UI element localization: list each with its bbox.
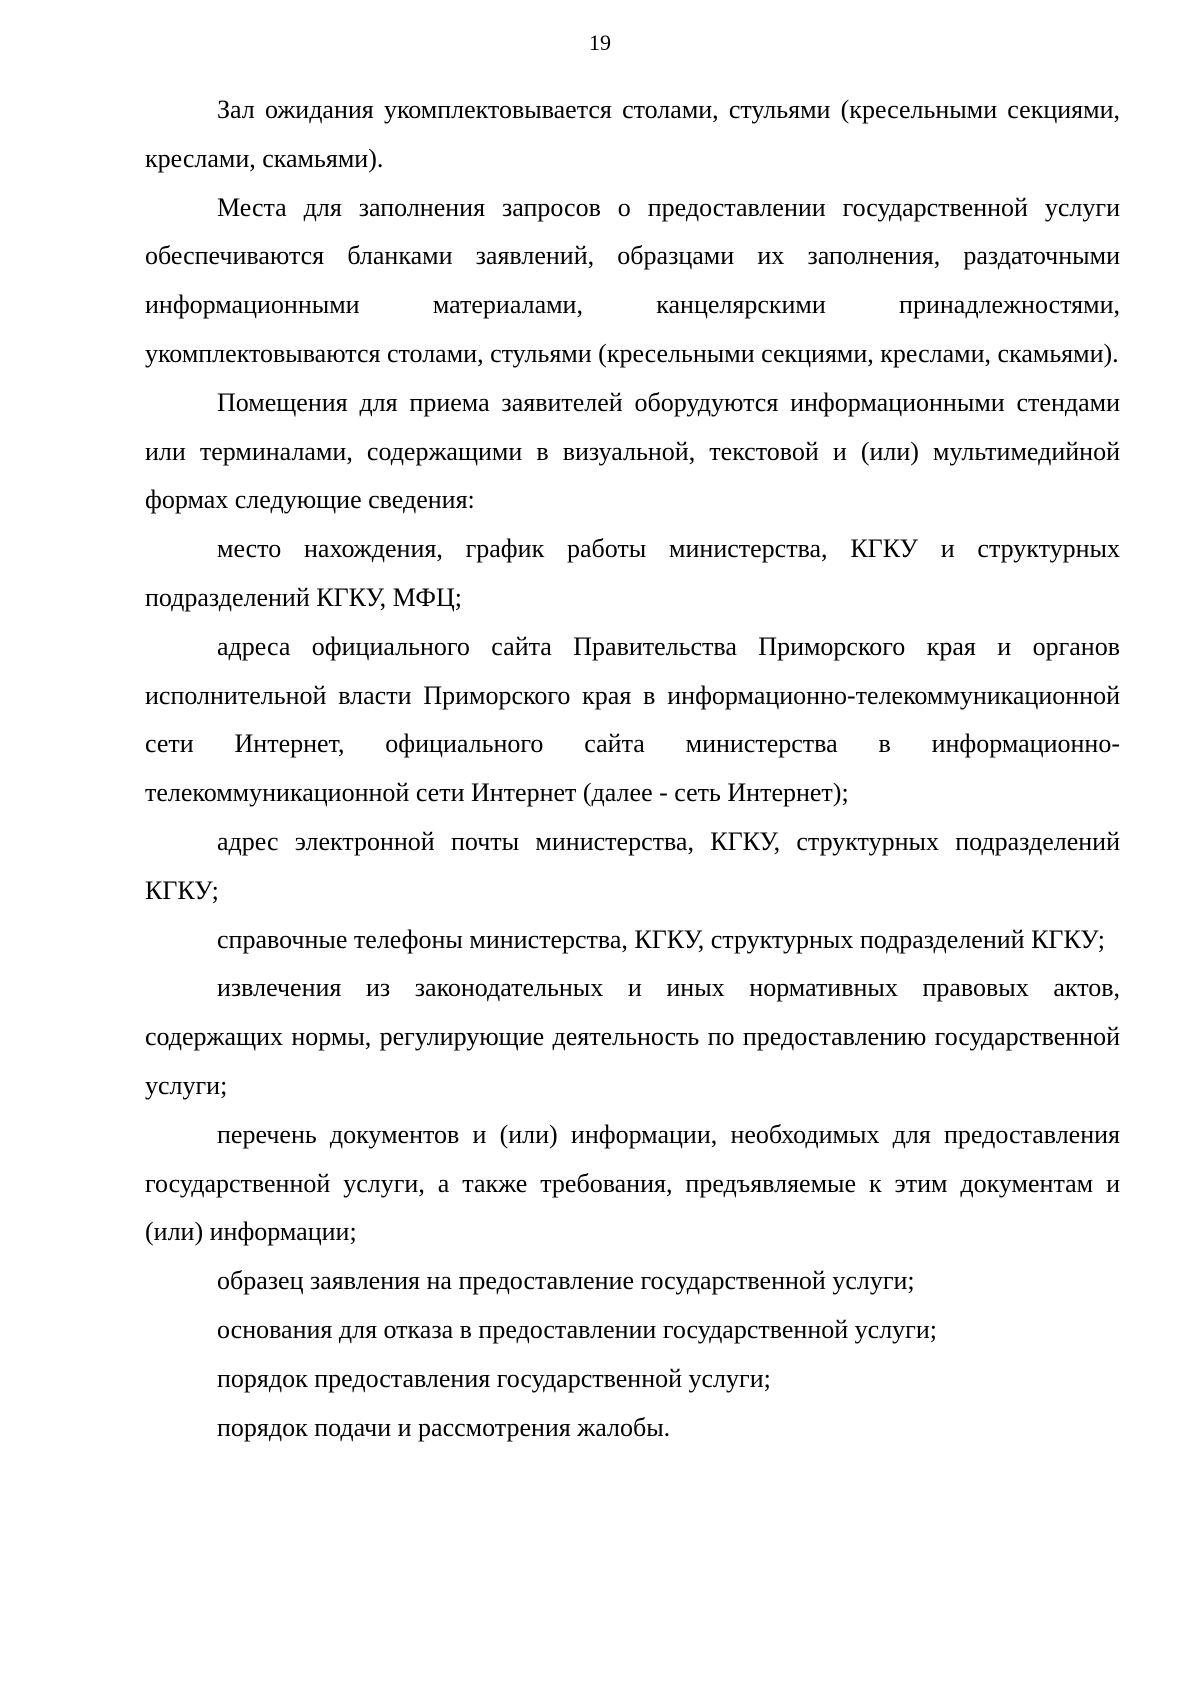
list-item-location-schedule: место нахождения, график работы министерства, КГКУ и структурных подразделений КГКУ, МФЦ; bbox=[145, 534, 1120, 612]
list-item-application-sample: образец заявления на предоставление государственной услуги; bbox=[217, 1266, 915, 1296]
list-item-service-procedure: порядок предоставления государственной услуги; bbox=[217, 1363, 771, 1393]
paragraph-waiting-room: Зал ожидания укомплектовывается столами, стульями (кресельными секциями, креслами, скамьями). bbox=[145, 95, 1120, 173]
list-item-email-address: адрес электронной почты министерства, КГКУ, структурных подразделений КГКУ; bbox=[145, 826, 1120, 905]
page-number: 19 bbox=[589, 30, 611, 55]
paragraph-request-filling-places: Места для заполнения запросов о предоставлении государственной услуги обеспечиваются бланками заявлений, образцами их заполнения, раздаточными информационными материалами, канцелярскими принадлежностями, укомплектовываются столами, стульями (кресельными секциями, креслами, скамьями). bbox=[145, 192, 1120, 368]
list-item-website-addresses: адреса официального сайта Правительства Приморского края и органов исполнительной власти Приморского края в информационно-телекоммуникационной сети Интернет, официального сайта министерства в информационно-телекоммуникационной сети Интернет (далее - сеть Интернет); bbox=[145, 631, 1120, 808]
list-item-refusal-grounds: основания для отказа в предоставлении государственной услуги; bbox=[217, 1314, 937, 1344]
list-item-required-documents: перечень документов и (или) информации, необходимых для предоставления государственной услуги, а также требования, предъявляемые к этим документам и (или) информации; bbox=[145, 1119, 1120, 1247]
list-item-legal-extracts: извлечения из законодательных и иных нормативных правовых актов, содержащих нормы, регулирующие деятельность по предоставлению государственной услуги; bbox=[145, 973, 1120, 1100]
list-item-complaint-procedure: порядок подачи и рассмотрения жалобы. bbox=[217, 1412, 671, 1442]
document-body bbox=[145, 86, 1120, 1452]
list-item-phone-numbers: справочные телефоны министерства, КГКУ, структурных подразделений КГКУ; bbox=[217, 924, 1105, 954]
paragraph-reception-rooms: Помещения для приема заявителей оборудуются информационными стендами или терминалами, содержащими в визуальной, текстовой и (или) мультимедийной формах следующие сведения: bbox=[145, 387, 1120, 515]
